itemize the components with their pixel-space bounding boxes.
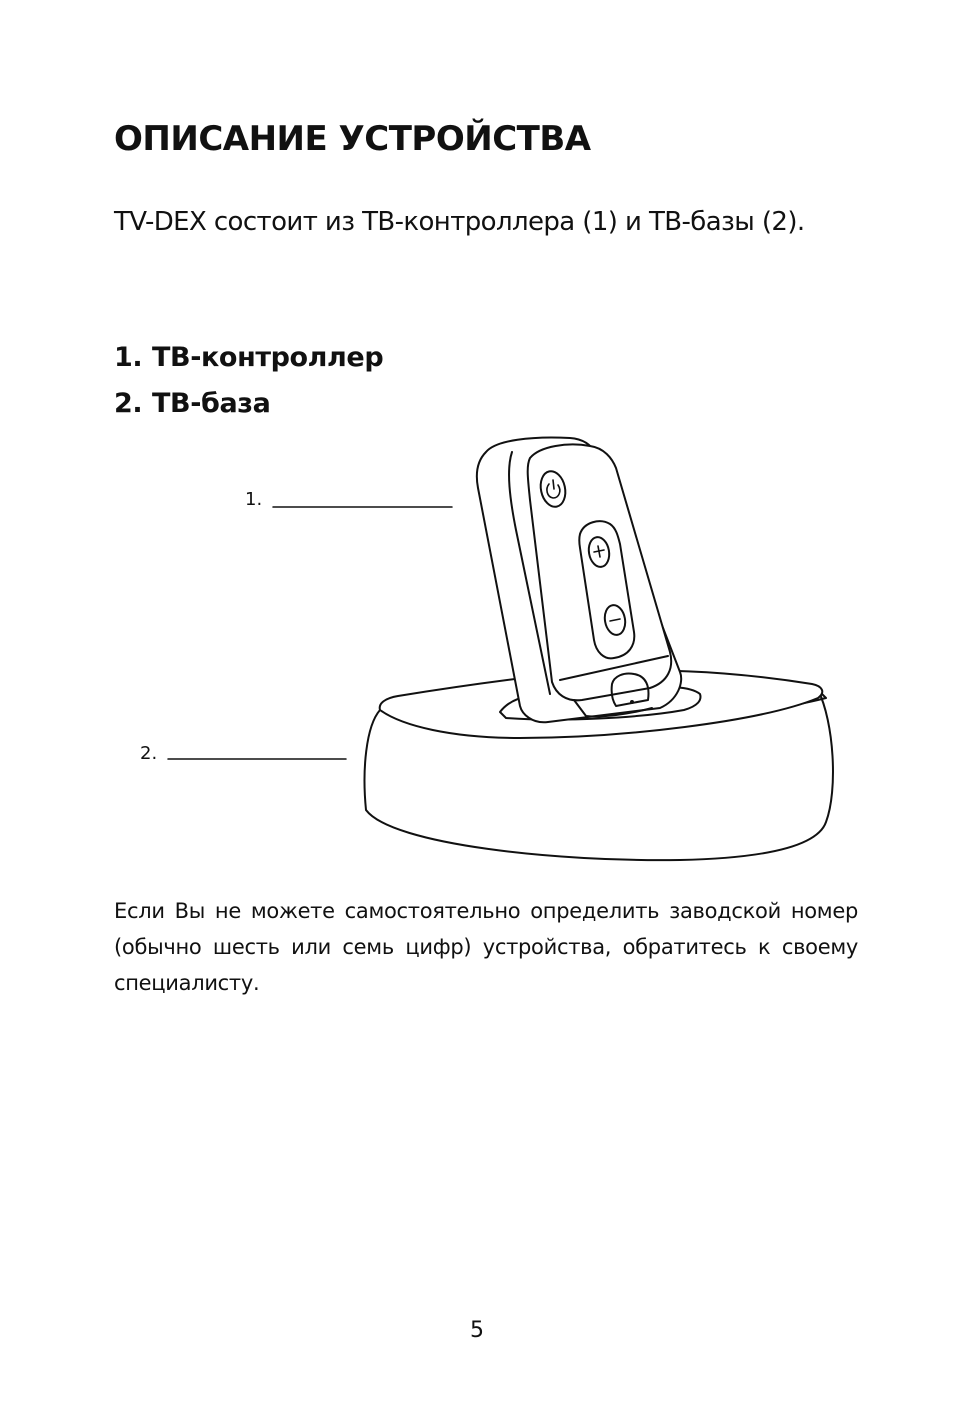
list-item-number: 1. [114,342,143,373]
list-item-label: ТВ-контроллер [152,342,384,373]
list-item-label: ТВ-база [152,388,271,419]
note-paragraph: Если Вы не можете самостоятельно определить заводской номер (обычно шесть или семь цифр) устройства, обратитесь к своему специалисту. [114,899,858,995]
intro-text: TV-DEX состоит из ТВ-контроллера (1) и ТВ-базы (2). [114,207,805,237]
device-illustration [0,430,954,875]
list-item [114,385,383,431]
page-heading: ОПИСАНИЕ УСТРОЙСТВА [114,119,591,159]
parts-list [114,339,383,431]
callout-label-1: 1. [245,489,263,510]
page-number: 5 [470,1318,484,1343]
list-item-number: 2. [114,388,143,419]
callout-label-2: 2. [140,743,158,764]
list-item [114,339,383,385]
